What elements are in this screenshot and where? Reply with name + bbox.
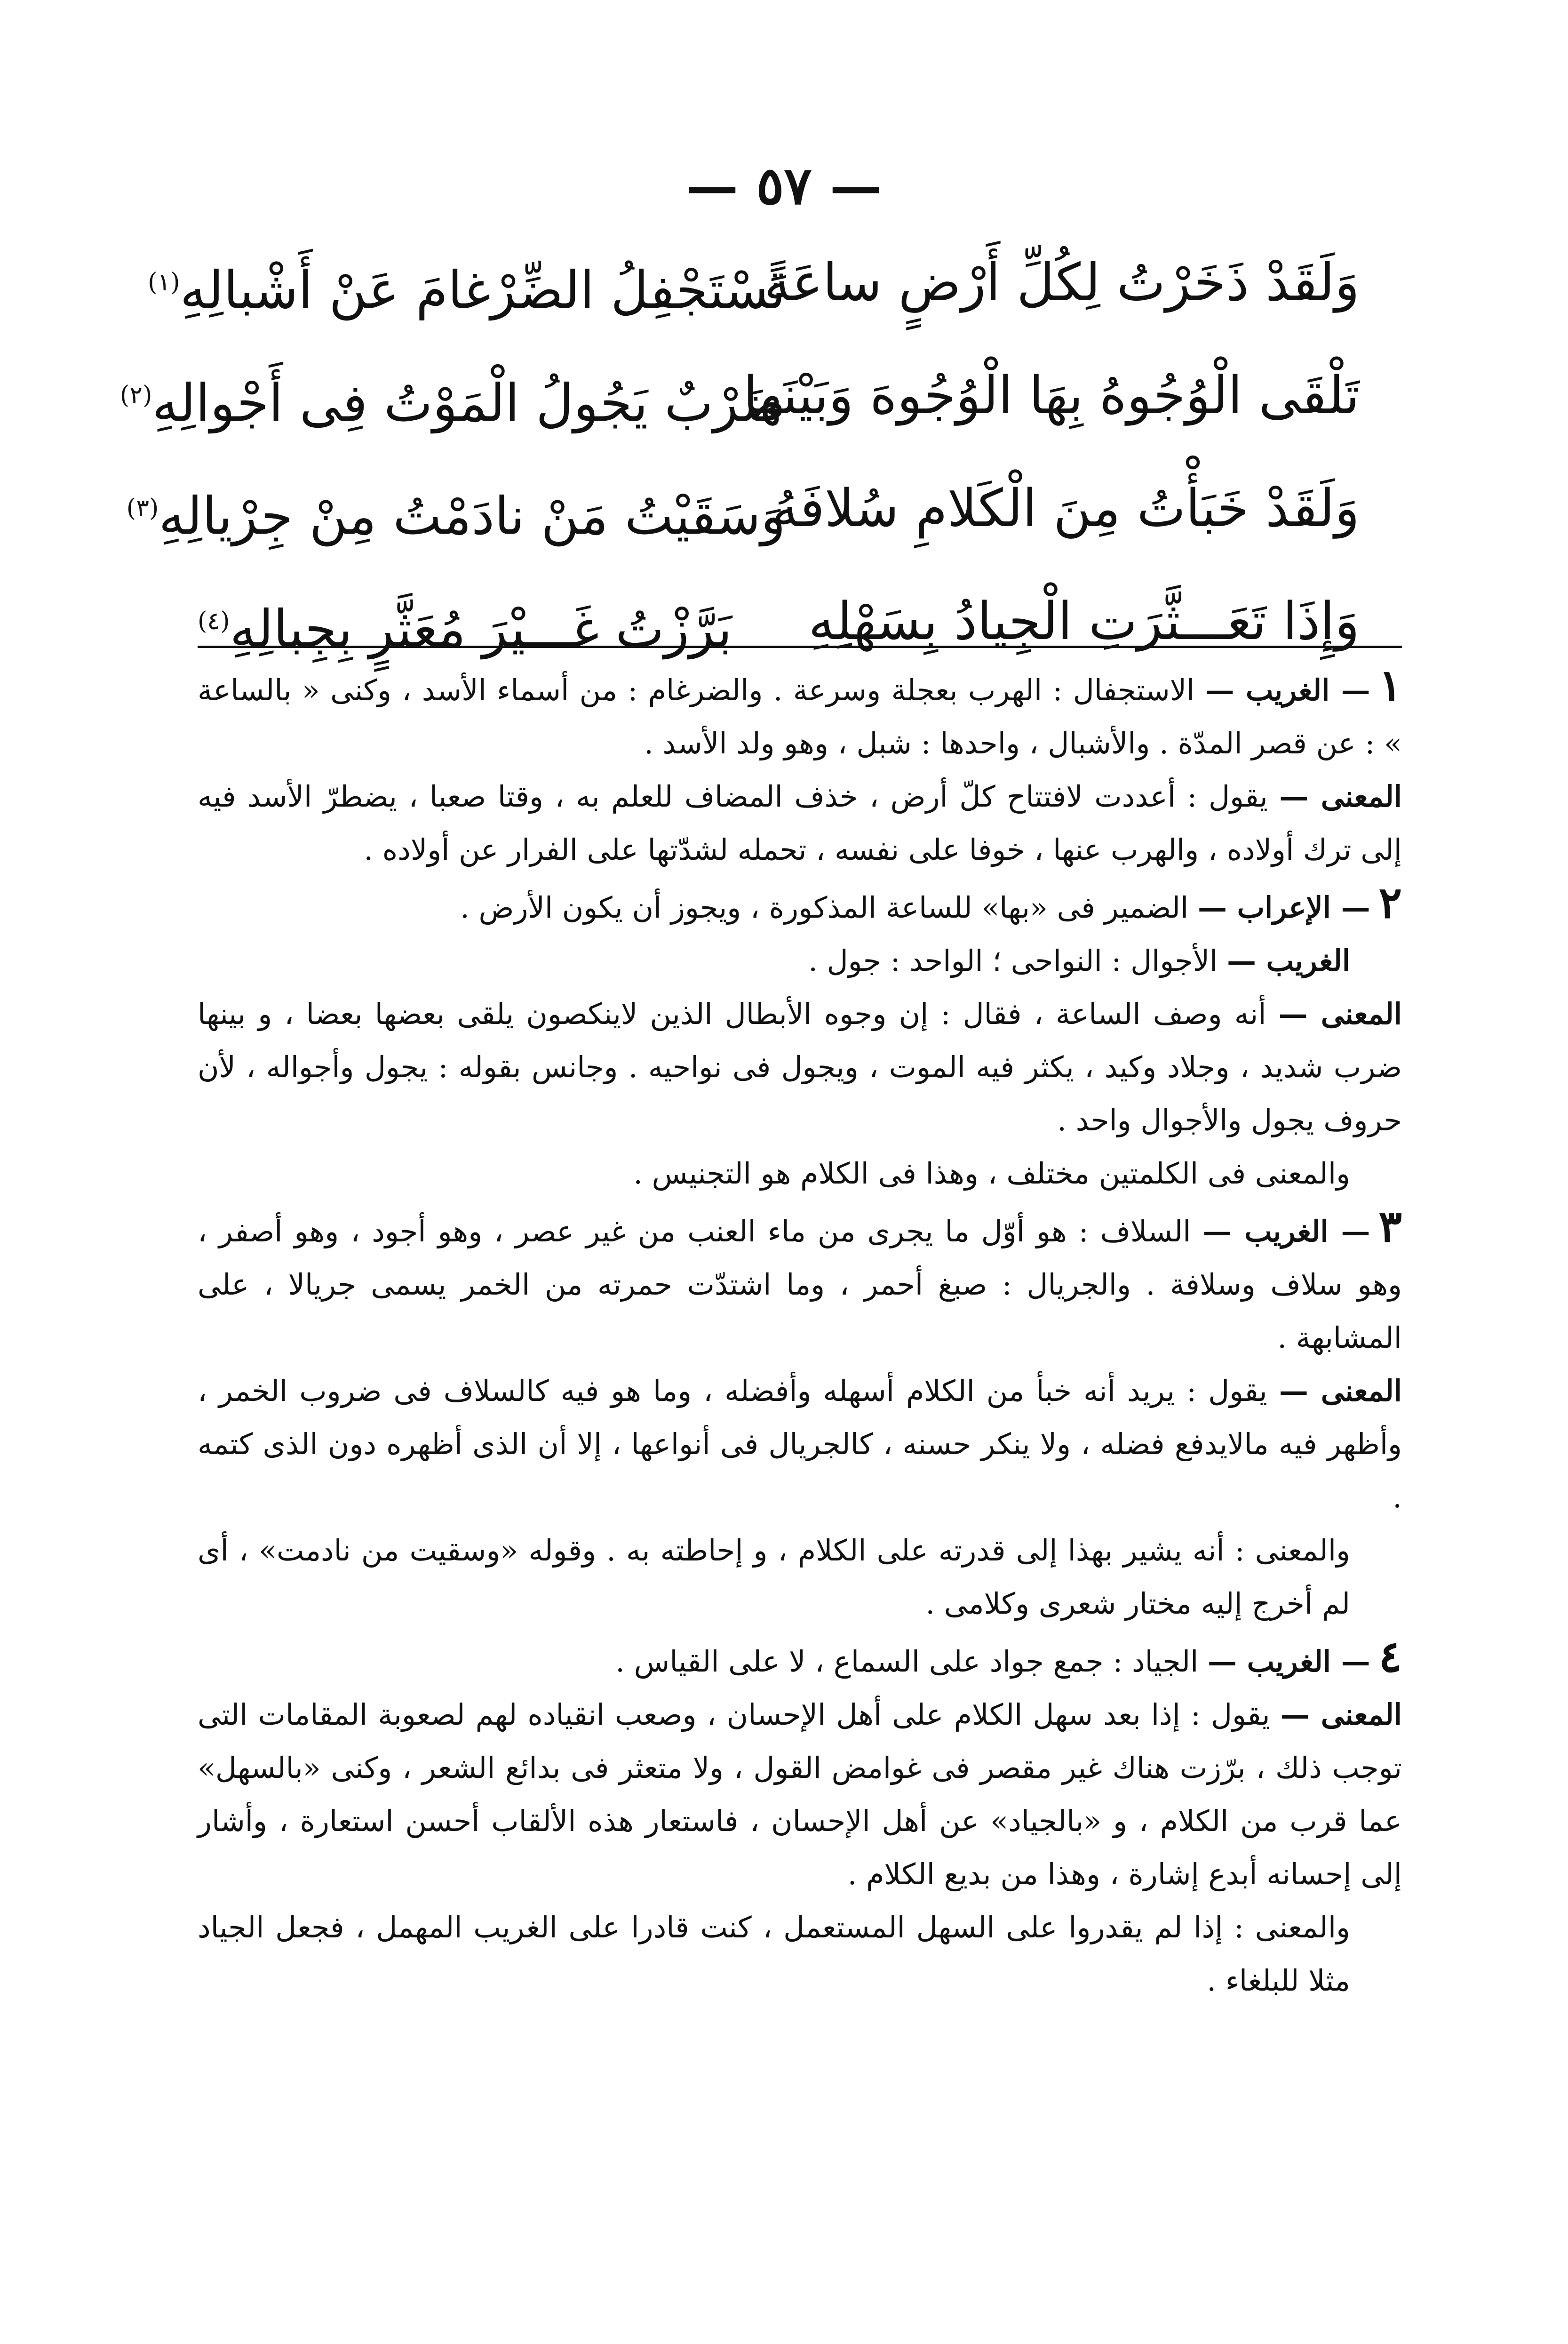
verse-first-hemistich: تَلْقَى الْوُجُوهُ بِهَا الْوُجُوهَ وَبَيْنَها (743, 365, 1360, 425)
section-keyword: المعنى — (1279, 779, 1402, 814)
footnote-marker: (٤) (198, 607, 230, 635)
commentary-text: الأجوال : النواحى ؛ الواحد : جول . (808, 944, 1218, 978)
divider-rule (198, 646, 1402, 648)
note-number: ٣ (1378, 1201, 1402, 1252)
poem-block (119, 235, 1360, 687)
section-keyword: — الغريب — (1205, 673, 1370, 707)
commentary-text: السلاف : هو أوّل ما يجرى من ماء العنب من غير عصر ، وهو أجود ، وهو أصفر ، وهو سلاف وسلافة . والجريال : صبغ أحمر ، وما اشتدّت حمرته من الخمر يسمى جريالا ، على المشابهة . (198, 1214, 1402, 1355)
hemistich-text: بَرَّزْتُ غَـــيْرَ مُعَثَّرٍ بِجِبالِهِ (230, 599, 732, 659)
commentary-paragraph (198, 1147, 1402, 1200)
commentary-text: الاستجفال : الهرب بعجلة وسرعة . والضرغام : من أسماء الأسد ، وكنى « بالساعة » : عن قصر المدّة . والأشبال ، واحدها : شبل ، وهو ولد الأسد . (198, 673, 1402, 760)
verse-second-hemistich (126, 461, 786, 563)
commentary-paragraph (198, 1901, 1402, 2007)
section-keyword: المعنى — (1280, 1697, 1402, 1732)
section-keyword: — الغريب — (1208, 1644, 1370, 1679)
verse-second-hemistich (119, 348, 786, 450)
verse-1 (148, 235, 1360, 348)
verse-first-hemistich: وَلَقَدْ خَبَأْتُ مِنَ الْكَلامِ سُلافَهُ (772, 478, 1360, 538)
hemistich-text: ضَرْبٌ يَجُولُ الْمَوْتُ فِى أَجْوالِهِ (152, 373, 786, 433)
section-keyword: — الإعراب — (1198, 890, 1370, 925)
note-number: ١ (1378, 660, 1402, 711)
verse-second-hemistich (148, 235, 786, 337)
section-keyword: المعنى — (1279, 1374, 1402, 1408)
commentary-text: والمعنى فى الكلمتين مختلف ، وهذا فى الكلام هو التجنيس . (633, 1156, 1350, 1191)
page-number: — ٥٧ — (686, 155, 882, 216)
commentary-text: يقول : أعددت لافتتاح كلّ أرض ، خذف المضاف للعلم به ، وقتا صعبا ، يضطرّ الأسد فيه إلى ترك أولاده ، والهرب عنها ، خوفا على نفسه ، تحمله لشدّتها على الفرار عن أولاده . (198, 779, 1402, 867)
hemistich-text: وَسَقَيْتُ مَنْ نادَمْتُ مِنْ جِرْيالِهِ (159, 486, 786, 546)
footnote-marker: (٢) (119, 381, 152, 409)
commentary-text: الجياد : جمع جواد على السماع ، لا على القياس . (615, 1644, 1199, 1679)
section-keyword: — الغريب — (1202, 1214, 1370, 1248)
commentary-paragraph (198, 876, 1402, 934)
commentary-paragraph (198, 770, 1402, 876)
commentary-text: والمعنى : أنه يشير بهذا إلى قدرته على الكلام ، و إحاطته به . وقوله «وسقيت من نادمت» ، أى لم أخرج إليه مختار شعرى وكلامى . (198, 1533, 1350, 1621)
footnote-marker: (١) (148, 268, 180, 296)
commentary-text: يقول : يريد أنه خبأ من الكلام أسهله وأفضله ، وما هو فيه كالسلاف فى ضروب الخمر ، وأظهر فيه مالايدفع فضله ، ولا ينكر حسنه ، كالجريال فى أنواعها ، إلا أن الذى أظهره دون الذى كتمه . (198, 1374, 1402, 1514)
footnote-marker: (٣) (126, 494, 159, 522)
commentary-paragraph (198, 934, 1402, 987)
commentary-paragraph (198, 1200, 1402, 1364)
commentary-text: أنه وصف الساعة ، فقال : إن وجوه الأبطال الذين لاينكصون يلقى بعضها بعضا ، و بينها ضرب شديد ، وجلاد وكيد ، يكثر فيه الموت ، ويجول فى نواحيه . وجانس بقوله : يجول وأجواله ، لأن حروف يجول والأجوال واحد . (198, 997, 1402, 1137)
commentary-paragraph (198, 659, 1402, 770)
commentary-paragraph (198, 987, 1402, 1147)
section-keyword: المعنى — (1278, 997, 1402, 1031)
verse-2 (119, 348, 1360, 461)
verse-3 (126, 461, 1360, 574)
commentary-text: والمعنى : إذا لم يقدروا على السهل المستعمل ، كنت قادرا على الغريب المهمل ، فجعل الجياد مثلا للبلغاء . (198, 1910, 1350, 1998)
note-number: ٤ (1378, 1631, 1402, 1682)
verse-first-hemistich: وَإِذَا تَعَـــثَّرَتِ الْجِيادُ بِسَهْلِهِ (808, 591, 1360, 651)
commentary-paragraph (198, 1524, 1402, 1630)
commentary-paragraph (198, 1364, 1402, 1524)
commentary-block (198, 659, 1402, 2007)
note-number: ٢ (1378, 877, 1402, 928)
section-keyword: الغريب — (1227, 944, 1350, 978)
verse-first-hemistich: وَلَقَدْ ذَخَرْتُ لِكُلِّ أَرْضٍ ساعَةً (764, 252, 1360, 312)
commentary-text: يقول : إذا بعد سهل الكلام على أهل الإحسان ، وصعب انقياده لهم لصعوبة المقامات التى توجب ذلك ، برّزت هناك غير مقصر فى غوامض القول ، ولا متعثر فى بدائع الشعر ، وكنى «بالسهل» عما قرب من الكلام ، و «بالجياد» عن أهل الإحسان ، فاستعار هذه الألقاب أحسن استعارة ، وأشار إلى إحسانه أبدع إشارة ، وهذا من بديع الكلام . (198, 1697, 1402, 1891)
commentary-paragraph (198, 1630, 1402, 1688)
commentary-paragraph (198, 1688, 1402, 1901)
commentary-text: الضمير فى «بها» للساعة المذكورة ، ويجوز أن يكون الأرض . (460, 890, 1189, 925)
hemistich-text: تَسْتَجْفِلُ الضِّرْغامَ عَنْ أَشْبالِهِ (180, 260, 786, 320)
